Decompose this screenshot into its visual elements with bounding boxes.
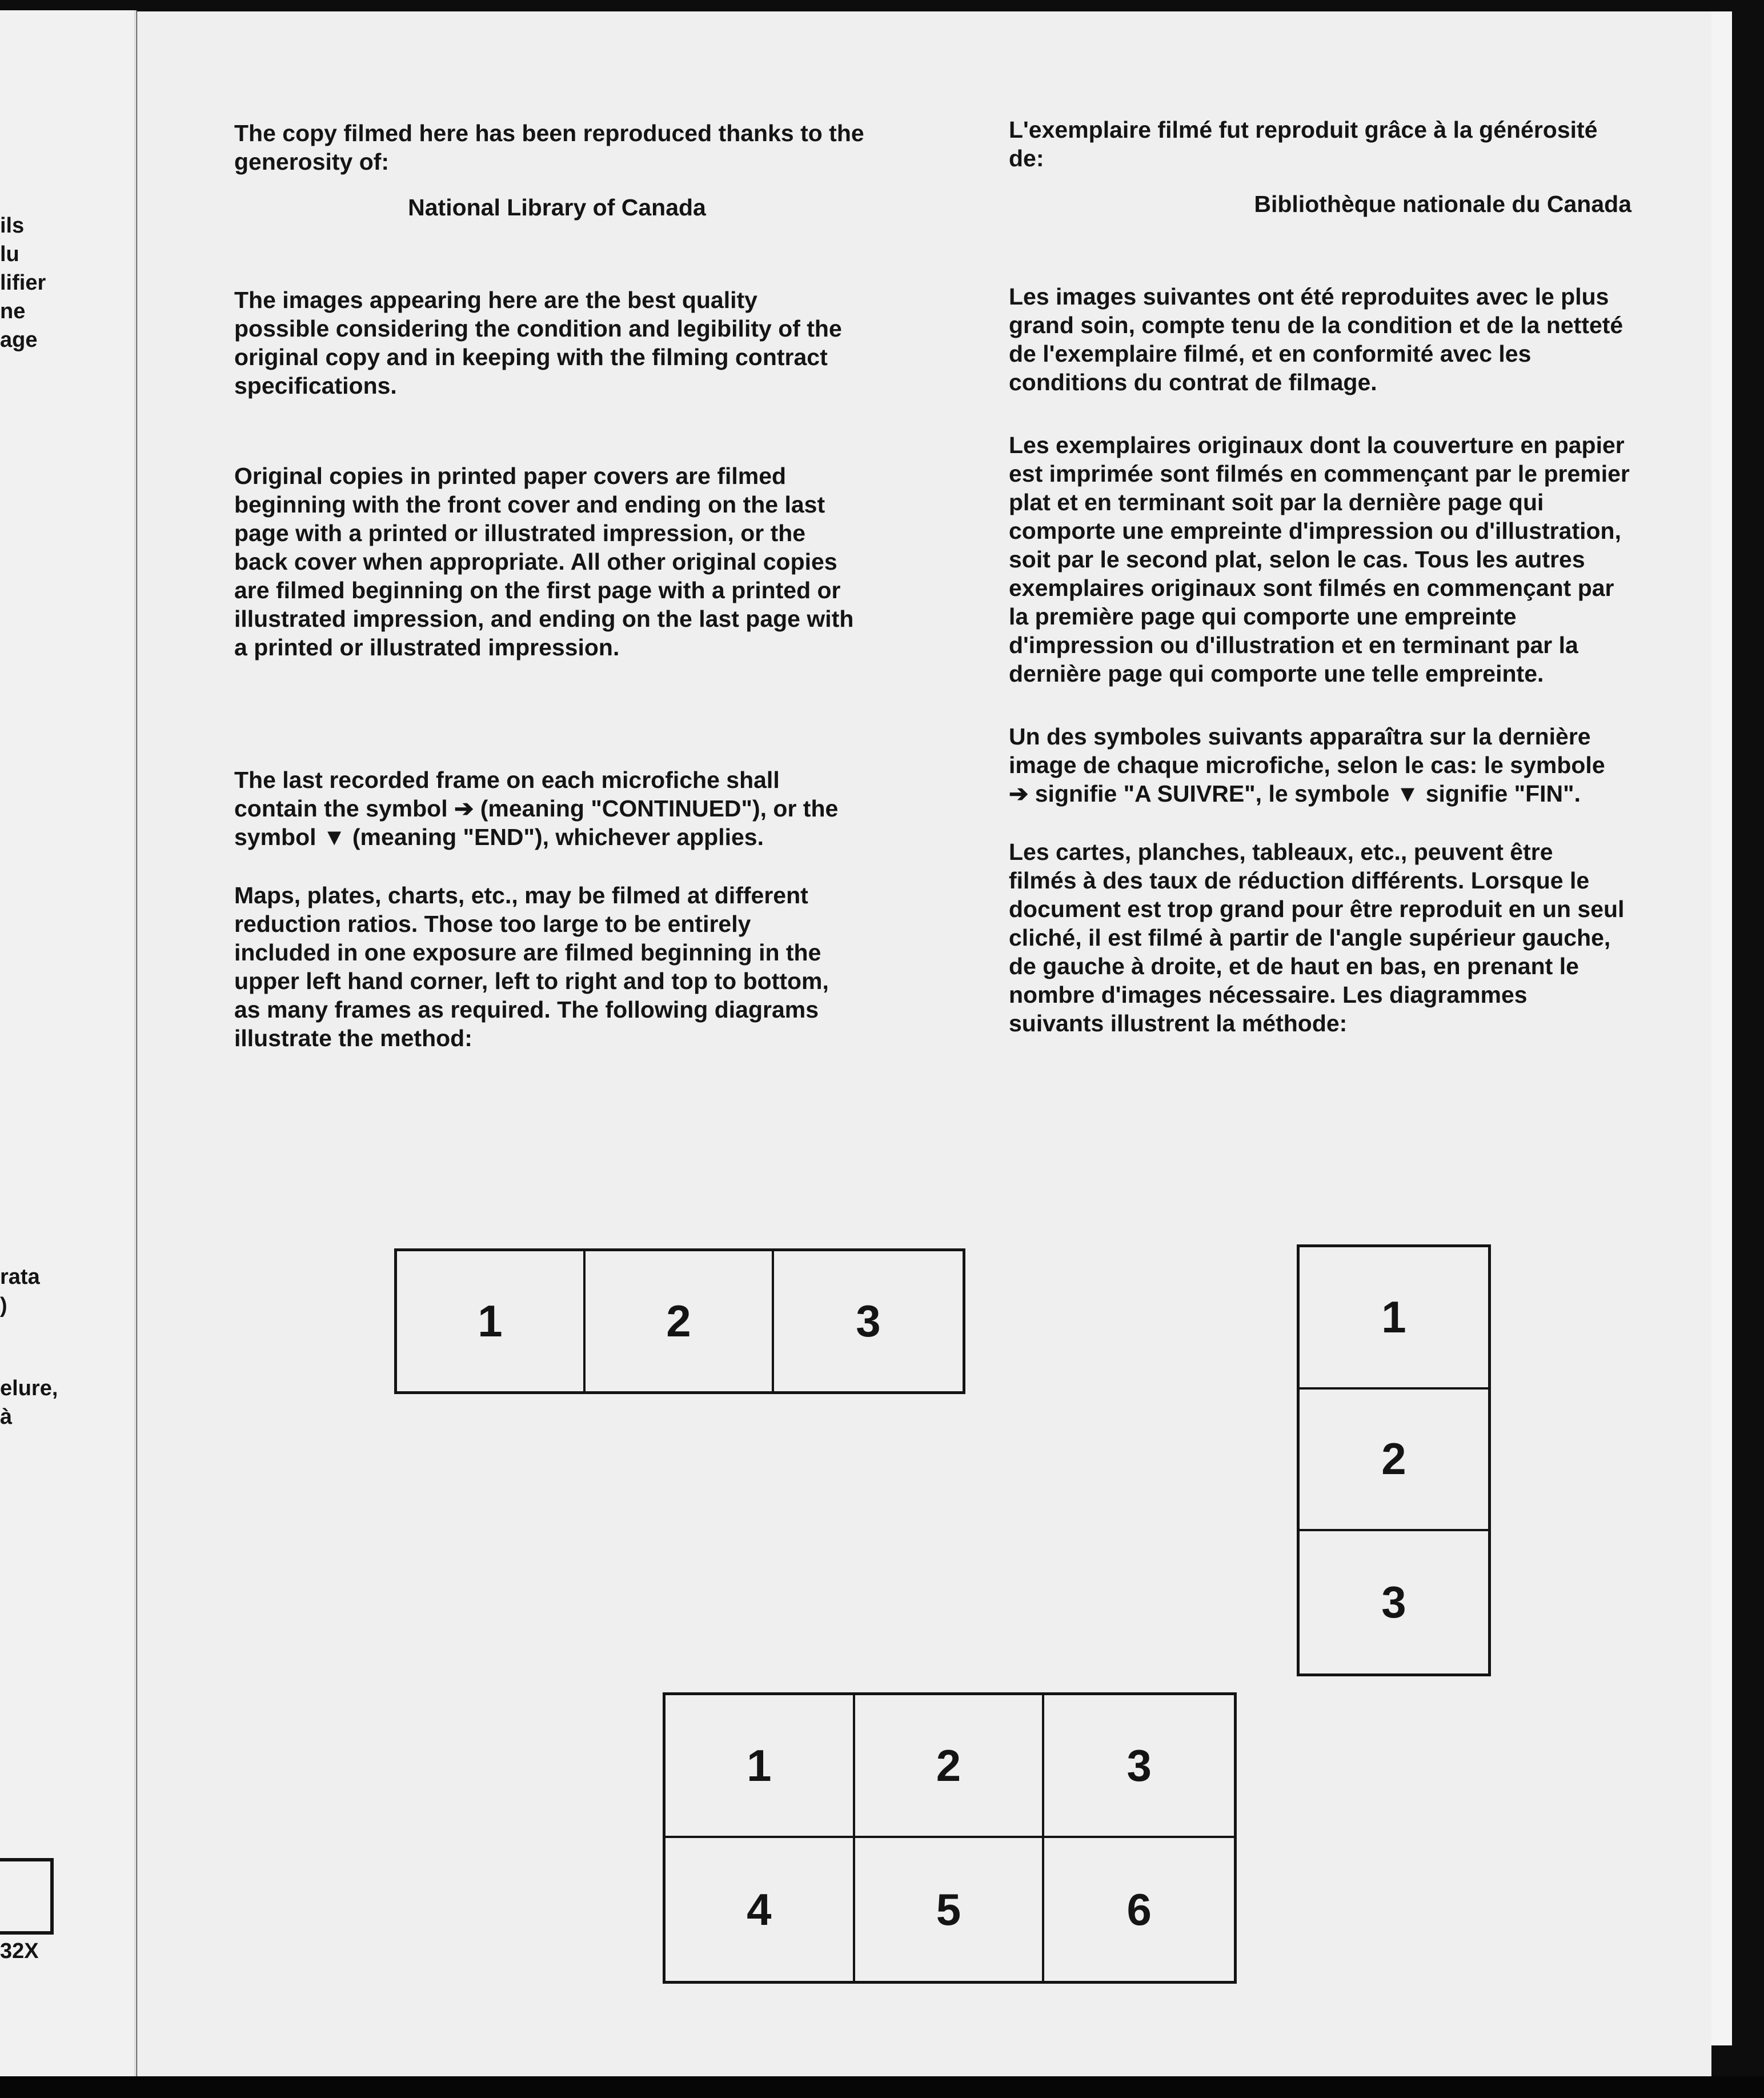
frame-cell: 2 <box>1300 1390 1488 1532</box>
fragment-line: lifier <box>0 271 46 295</box>
fragment-line: rata <box>0 1265 40 1289</box>
frame-cell: 1 <box>1300 1247 1488 1390</box>
english-institution: National Library of Canada <box>408 194 706 221</box>
english-quality: The images appearing here are the best quality possible considering the condition and legibility of the original copy and in keeping with the filming contract specifications. <box>234 287 842 399</box>
french-column <box>1009 115 1631 1038</box>
frame-cell: 6 <box>1126 1884 1152 1935</box>
frame-cell: 4 <box>665 1838 855 1981</box>
english-column <box>234 119 880 1052</box>
french-institution: Bibliothèque nationale du Canada <box>1254 191 1631 217</box>
english-symbols: The last recorded frame on each microfiche shall contain the symbol ➔ (meaning "CONTINUED"), or the symbol ▼ (meaning "END"), whichever applies. <box>234 767 839 850</box>
diagram-horizontal <box>394 1248 965 1394</box>
fragment-line: ) <box>0 1294 7 1318</box>
frame-cell: 5 <box>855 1838 1045 1981</box>
fragment-line: ils <box>0 214 25 238</box>
frame-cell: 3 <box>1381 1577 1406 1628</box>
english-maps: Maps, plates, charts, etc., may be filmed at different reduction ratios. Those too large to be entirely included in one exposure are filmed beginning in the upper left hand corner, left to right and top to bottom, as many frames as required. The following diagrams illustrate the method: <box>234 882 829 1051</box>
french-quality: Les images suivantes ont été reproduites avec le plus grand soin, compte tenu de la condition et de la netteté de l'exemplaire filmé, et en conformité avec les conditions du contrat de filmage. <box>1009 283 1623 395</box>
english-thanks-intro: The copy filmed here has been reproduced thanks to the generosity of: <box>234 120 864 175</box>
diagram-vertical <box>1297 1244 1491 1676</box>
frame-cell: 2 <box>855 1695 1045 1838</box>
french-symbols: Un des symboles suivants apparaîtra sur la dernière image de chaque microfiche, selon le cas: le symbole ➔ signifie "A SUIVRE", le symbole ▼ signifie "FIN". <box>1009 723 1605 807</box>
reduction-label: 32X <box>0 1939 39 1963</box>
film-border <box>0 2076 1764 2098</box>
frame-cell: 1 <box>665 1695 855 1838</box>
fragment-line: elure, <box>0 1376 58 1400</box>
fragment-line: age <box>0 328 38 352</box>
frame-cell: 1 <box>397 1251 586 1391</box>
diagram-grid <box>663 1692 1237 1984</box>
frame-cell: 3 <box>856 1296 881 1346</box>
french-thanks-intro: L'exemplaire filmé fut reproduit grâce à la générosité de: <box>1009 117 1598 171</box>
english-covers: Original copies in printed paper covers are filmed beginning with the front cover and ending on the last page with a printed or illustrated impression, or the back cover when appropriate. All other original copies are filmed beginning on the first page with a printed or illustrated impression, and ending on the last page with a printed or illustrated impression. <box>234 463 854 660</box>
french-covers: Les exemplaires originaux dont la couverture en papier est imprimée sont filmés en commençant par le premier plat et en terminant soit par la dernière page qui comporte une empreinte d'impression ou d'illustration, soit par le second plat, selon le cas. Tous les autres exemplaires originaux sont filmés en commençant par la première page qui comporte une empreinte d'impression ou d'illustration et en terminant par la dernière page qui comporte une telle empreinte. <box>1009 432 1630 687</box>
fragment-line: ne <box>0 299 26 323</box>
fragment-line: lu <box>0 242 19 266</box>
reduction-box <box>0 1858 54 1935</box>
frame-cell: 2 <box>586 1251 774 1391</box>
next-page-edge <box>1711 11 1732 2045</box>
frame-cell: 3 <box>1044 1695 1234 1838</box>
fragment-line: à <box>0 1405 13 1429</box>
french-maps: Les cartes, planches, tableaux, etc., peuvent être filmés à des taux de réduction différents. Lorsque le document est trop grand pour être reproduit en un seul cliché, il est filmé à partir de l'angle supérieur gauche, de gauche à droite, et de haut en bas, en prenant le nombre d'images nécessaire. Les diagrammes suivants illustrent la méthode: <box>1009 839 1625 1036</box>
